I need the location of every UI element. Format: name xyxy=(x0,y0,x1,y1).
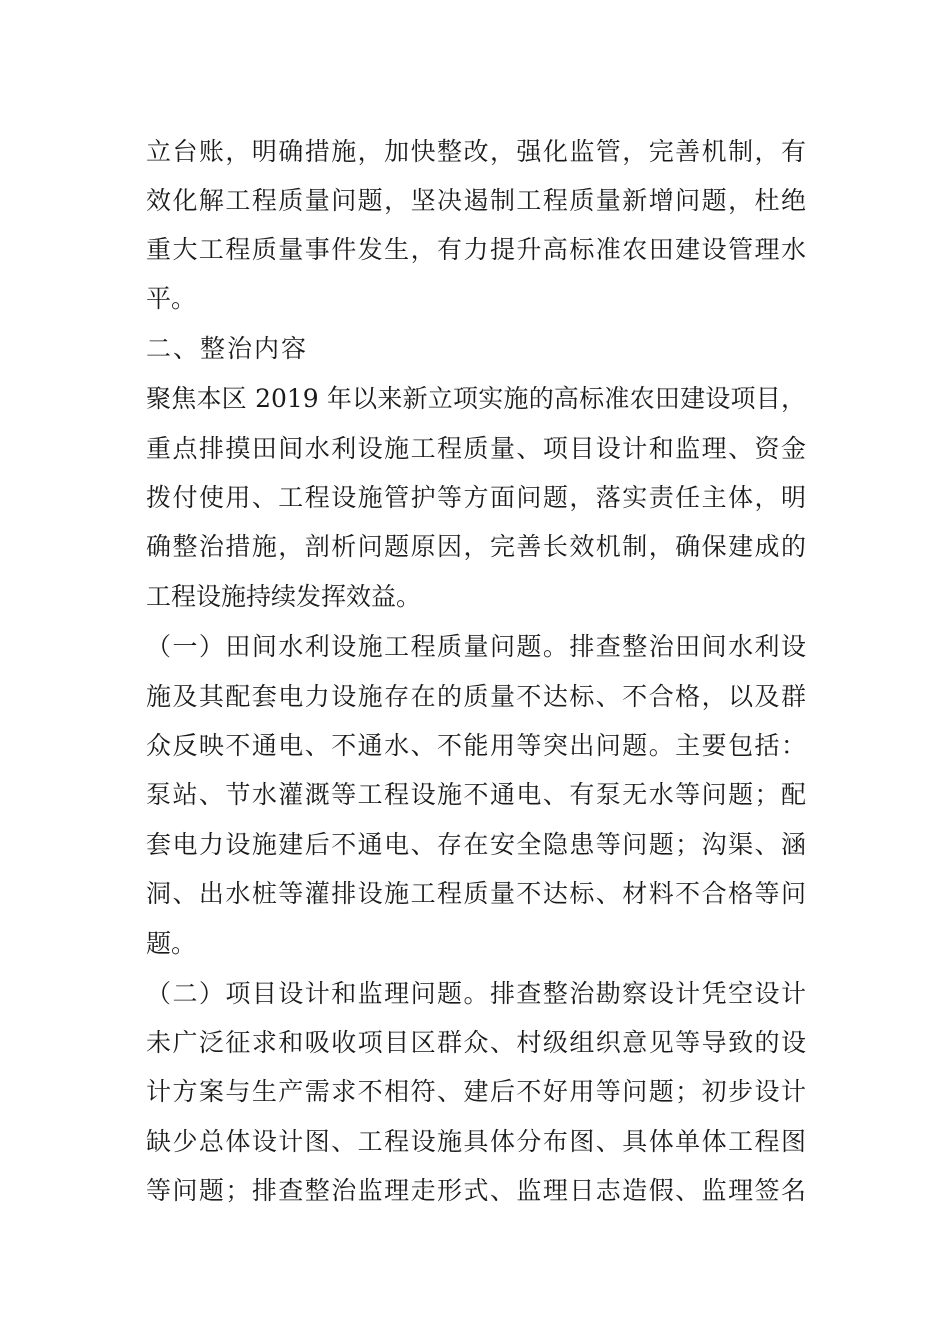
text-line: 计方案与生产需求不相符、建后不好用等问题；初步设计 xyxy=(146,1077,806,1106)
text-line: 施及其配套电力设施存在的质量不达标、不合格，以及群 xyxy=(146,682,806,711)
text-line: 工程设施持续发挥效益。 xyxy=(146,582,422,611)
text-line: 重点排摸田间水利设施工程质量、项目设计和监理、资金 xyxy=(146,434,806,463)
section-heading: 二、整治内容 xyxy=(146,334,309,363)
text-line: 缺少总体设计图、工程设施具体分布图、具体单体工程图 xyxy=(146,1127,806,1156)
text-line: 确整治措施，剖析问题原因，完善长效机制，确保建成的 xyxy=(146,532,806,561)
text-line: 聚焦本区 2019 年以来新立项实施的高标准农田建设项目， xyxy=(146,384,806,413)
text-line: 套电力设施建后不通电、存在安全隐患等问题；沟渠、涵 xyxy=(146,830,806,859)
text-line: 立台账，明确措施，加快整改，强化监管，完善机制，有 xyxy=(146,137,806,166)
text-line: 拨付使用、工程设施管护等方面问题，落实责任主体，明 xyxy=(146,483,806,512)
text-line: 平。 xyxy=(146,284,197,313)
text-line: 未广泛征求和吸收项目区群众、村级组织意见等导致的设 xyxy=(146,1028,806,1057)
text-line: 重大工程质量事件发生，有力提升高标准农田建设管理水 xyxy=(146,235,806,264)
text-line: 洞、出水桩等灌排设施工程质量不达标、材料不合格等问 xyxy=(146,879,806,908)
text-line: （二）项目设计和监理问题。排查整治勘察设计凭空设计 xyxy=(146,979,806,1008)
text-line: 效化解工程质量问题，坚决遏制工程质量新增问题，杜绝 xyxy=(146,186,806,215)
text-line: 泵站、节水灌溉等工程设施不通电、有泵无水等问题；配 xyxy=(146,780,806,809)
text-line: 等问题；排查整治监理走形式、监理日志造假、监理签名 xyxy=(146,1176,806,1205)
text-line: 众反映不通电、不通水、不能用等突出问题。主要包括： xyxy=(146,731,806,760)
text-line: 题。 xyxy=(146,929,197,958)
text-line: （一）田间水利设施工程质量问题。排查整治田间水利设 xyxy=(146,632,806,661)
